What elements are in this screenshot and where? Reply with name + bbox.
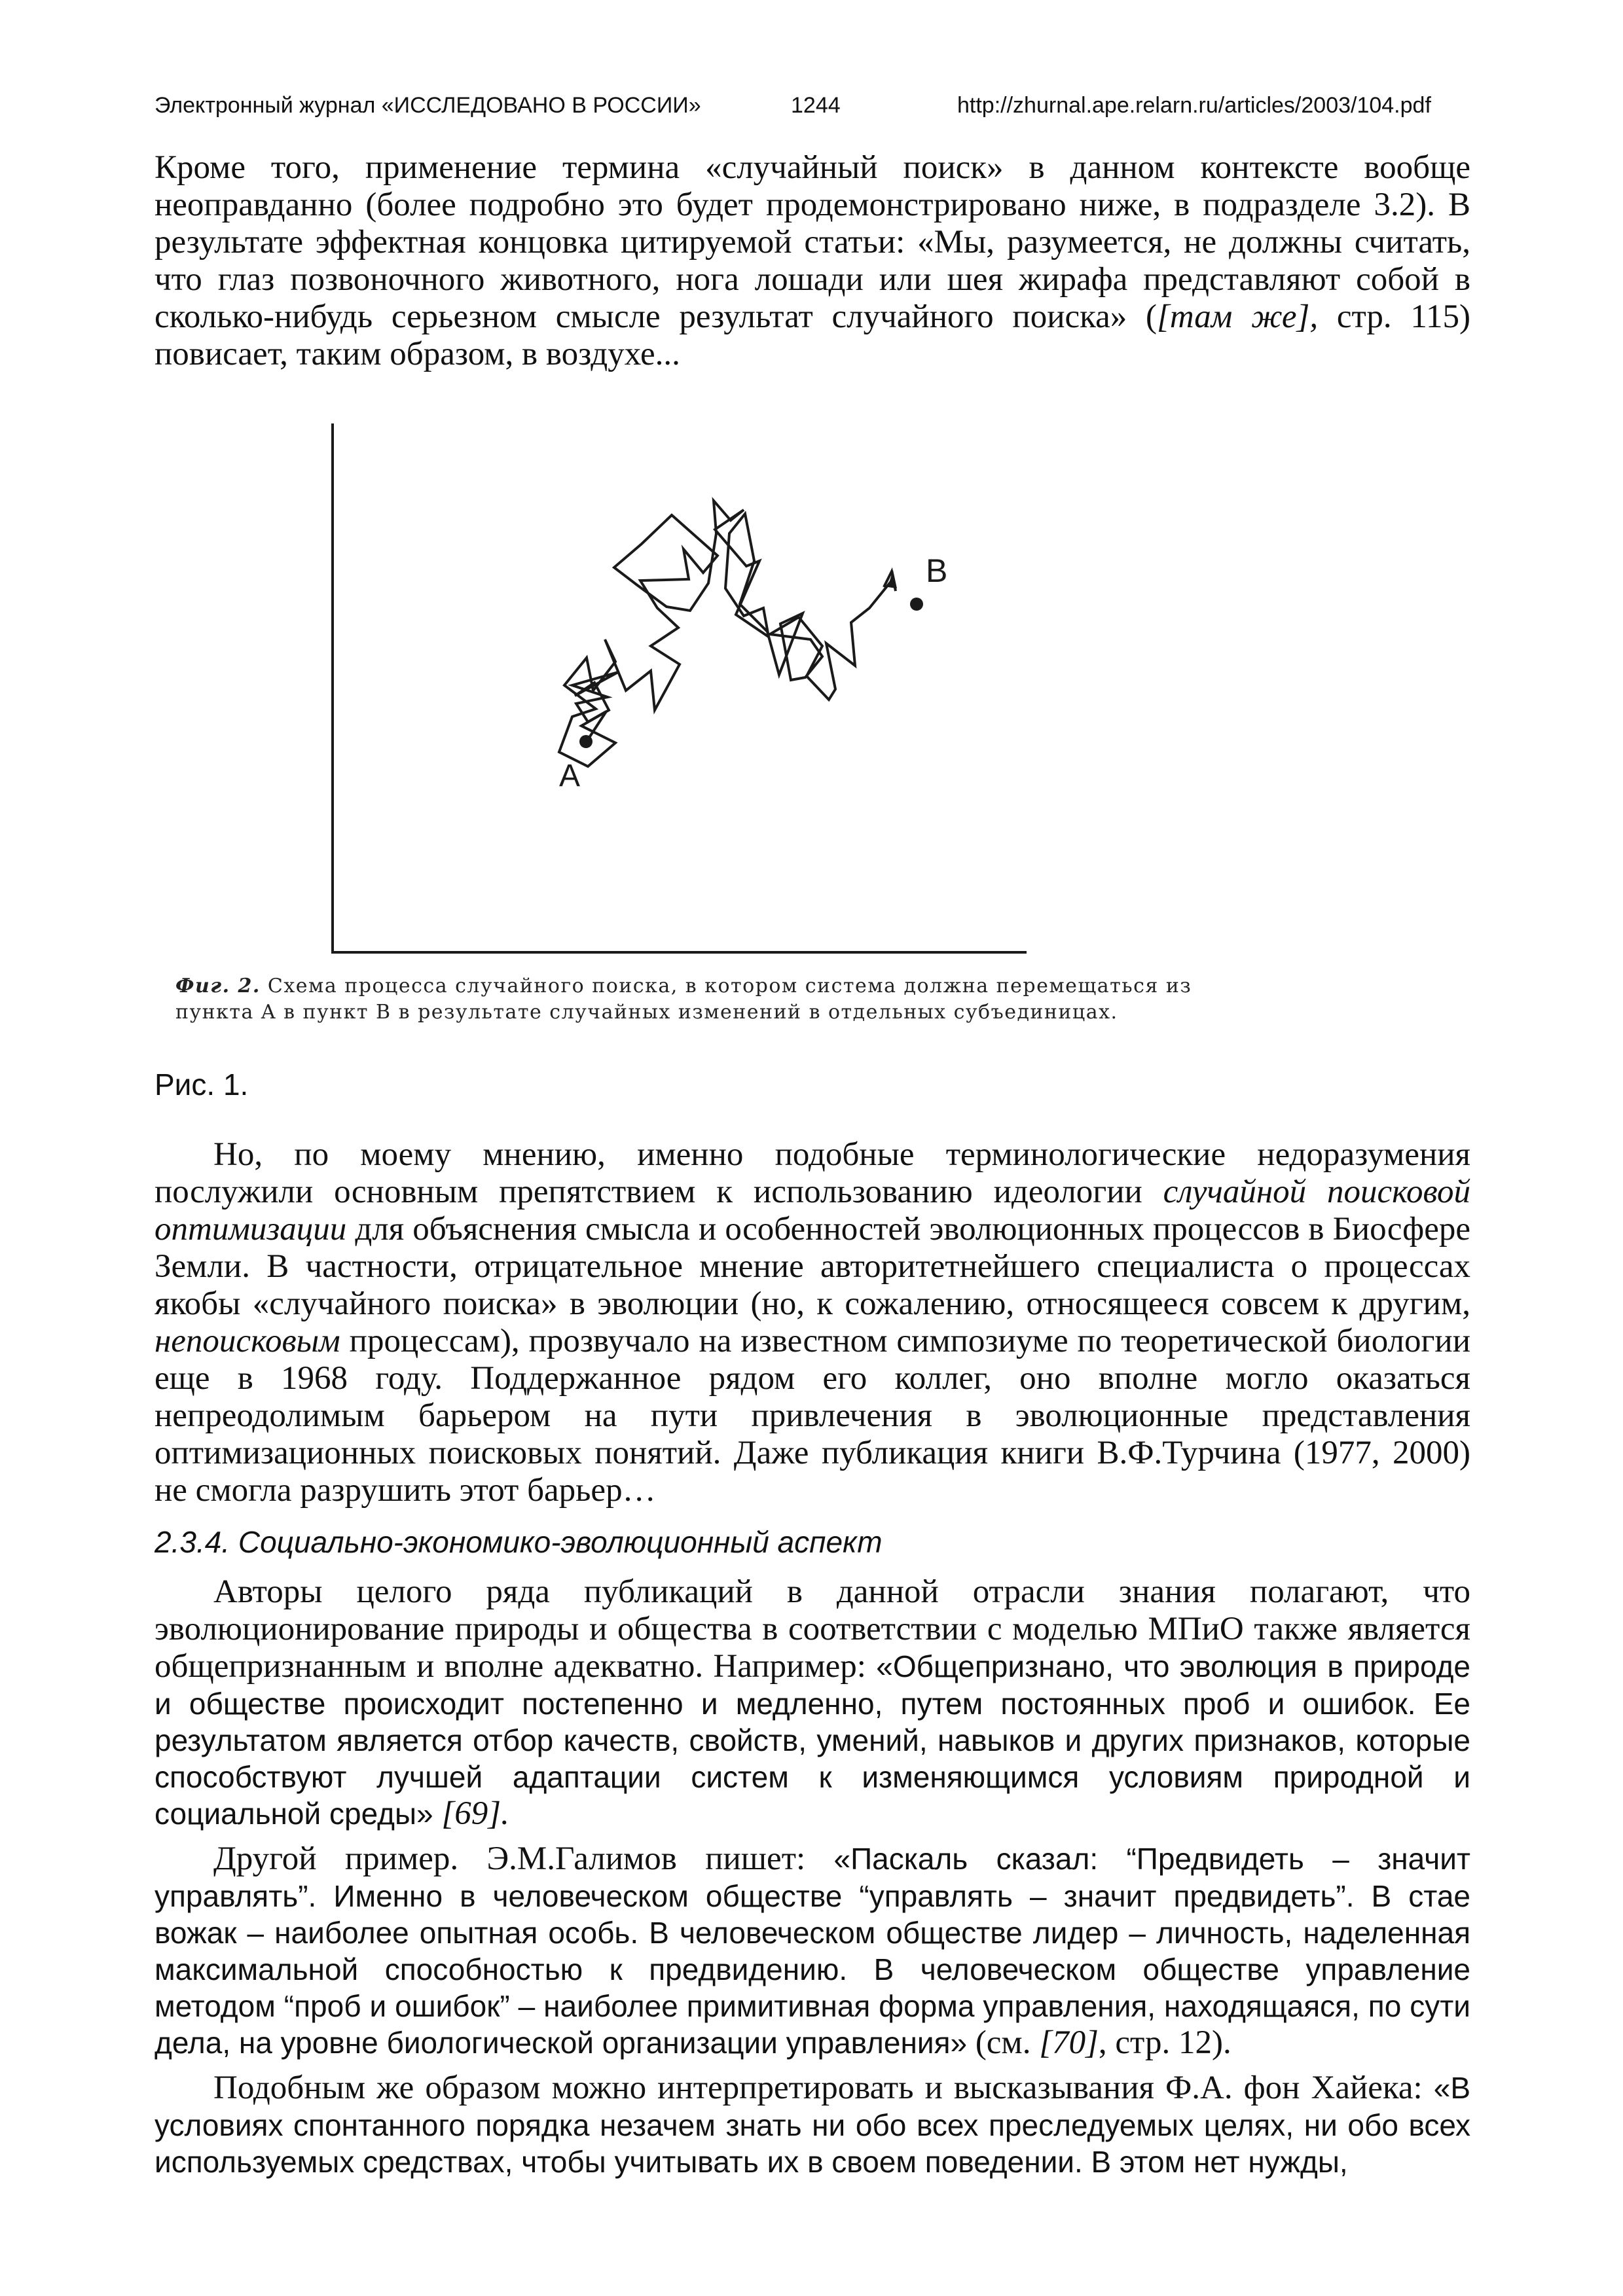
paragraph-2-text bbox=[155, 1136, 1470, 1509]
paragraph-3-text bbox=[155, 1573, 1470, 1833]
point-b-label: B bbox=[926, 552, 948, 589]
emphasis-random-search-optimization: случайной поисковой оптимизации bbox=[155, 1174, 1471, 1247]
article-url: http://zhurnal.ape.relarn.ru/articles/2003/104.pdf bbox=[957, 93, 1431, 118]
reference-link: [там же], bbox=[1157, 298, 1319, 335]
paragraph-5-text bbox=[155, 2070, 1470, 2180]
paragraph-5-intro: Подобным же образом можно интерпретировать и высказывания Ф.А. фон Хайека: bbox=[213, 2070, 1434, 2106]
caption-text: Схема процесса случайного поиска, в котором система должна перемещаться из пункта A в пункт B в результате случайных изменений в отдельных субъединицах. bbox=[175, 975, 1192, 1024]
journal-title: Электронный журнал «ИССЛЕДОВАНО В РОССИИ» bbox=[155, 93, 701, 118]
reference-70: [70] bbox=[1039, 2024, 1099, 2061]
paragraph-2 bbox=[155, 1136, 1470, 1509]
figure-caption bbox=[175, 973, 1207, 1026]
emphasis-non-search: непоисковым bbox=[155, 1323, 340, 1359]
paragraph-4-text bbox=[155, 1840, 1470, 2062]
random-search-path bbox=[559, 501, 892, 766]
point-a-marker bbox=[579, 735, 593, 748]
subsection-title: 2.3.4. Социально-экономико-эволюционный аспект bbox=[155, 1525, 883, 1559]
paragraph-4-quote: «Паскаль сказал: “Предвидеть – значит управлять”. Именно в человеческом обществе “управлять – значит предвидеть”. В стае вожак – наиболее опытная особь. В человеческом обществе лидер – личность, наделенная максимальной способностью к предвидению. В человеческом обществе управление методом “проб и ошибок” – наиболее примитивная форма управления, находящаяся, по сути дела, на уровне биологической организации управления» bbox=[155, 1842, 1470, 2060]
paragraph-4-see: (см. bbox=[967, 2024, 1040, 2061]
page-header bbox=[155, 93, 1470, 126]
paragraph-5-quote: «В условиях спонтанного порядка незачем знать ни обо всех преследуемых целях, ни обо всех используемых средствах, чтобы учитывать их в своем поведении. В этом нет нужды, bbox=[155, 2071, 1470, 2179]
paragraph-2-part-3: процессам), прозвучало на известном симпозиуме по теоретической биологии еще в 1968 году. Поддержанное рядом его коллег, оно вполне могло оказаться непреодолимым барьером на пути привлечения в эволюционные представления оптимизационных поисковых понятий. Даже публикация книги В.Ф.Турчина (1977, 2000) не смогла разрушить этот барьер… bbox=[155, 1323, 1470, 1509]
point-b-marker bbox=[910, 598, 923, 611]
page-number: 1244 bbox=[791, 93, 841, 118]
random-search-diagram bbox=[321, 416, 1048, 965]
paragraph-2-part-2: для объяснения смысла и особенностей эволюционных процессов в Биосфере Земли. В частности, отрицательное мнение авторитетнейшего специалиста о процессах якобы «случайного поиска» в эволюции (но, к сожалению, относящееся совсем к другим, bbox=[155, 1211, 1470, 1322]
reference-69: [69]. bbox=[441, 1795, 509, 1832]
figure-label: Рис. 1. bbox=[155, 1067, 249, 1102]
paragraph-3-quote: «Общепризнано, что эволюция в природе и обществе происходит постепенно и медленно, путем постоянных проб и ошибок. Ее результатом является отбор качеств, свойств, умений, навыков и других признаков, которые способствуют лучшей адаптации систем к изменяющимся условиям природной и социальной среды» bbox=[155, 1649, 1470, 1831]
paragraph-3-intro: Авторы целого ряда публикаций в данной отрасли знания полагают, что эволюционирование природы и общества в соответствии с моделью МПиО также является общепризнанным и вполне адекватно. Например: bbox=[155, 1573, 1470, 1685]
paragraph-1-text bbox=[155, 149, 1470, 373]
paragraph-2-part-1: Но, по моему мнению, именно подобные терминологические недоразумения послужили основным препятствием к использованию идеологии bbox=[155, 1136, 1470, 1210]
paragraph-1 bbox=[155, 149, 1470, 373]
paragraph-4-tail: , стр. 12). bbox=[1098, 2024, 1231, 2061]
point-a-label: A bbox=[559, 759, 581, 793]
paragraph-1-lead: Кроме того, применение термина «случайный поиск» в данном контексте вообще неоправданно (более подробно это будет продемонстрировано ниже, в подразделе 3.2). В результате эффектная концовка цитируемой статьи: «Мы, разумеется, не должны считать, что глаз позвоночного животного, нога лошади или шея жирафа представляют собой в сколько-нибудь серьезном смысле результат случайного поиска» ( bbox=[155, 149, 1470, 335]
paragraph-4-intro: Другой пример. Э.М.Галимов пишет: bbox=[213, 1840, 834, 1877]
paragraphs-3-5 bbox=[155, 1573, 1470, 2180]
paragraph-1-tail: стр. 115) повисает, таким образом, в воздухе... bbox=[155, 298, 1470, 372]
caption-label: Фиг. 2. bbox=[175, 975, 261, 997]
